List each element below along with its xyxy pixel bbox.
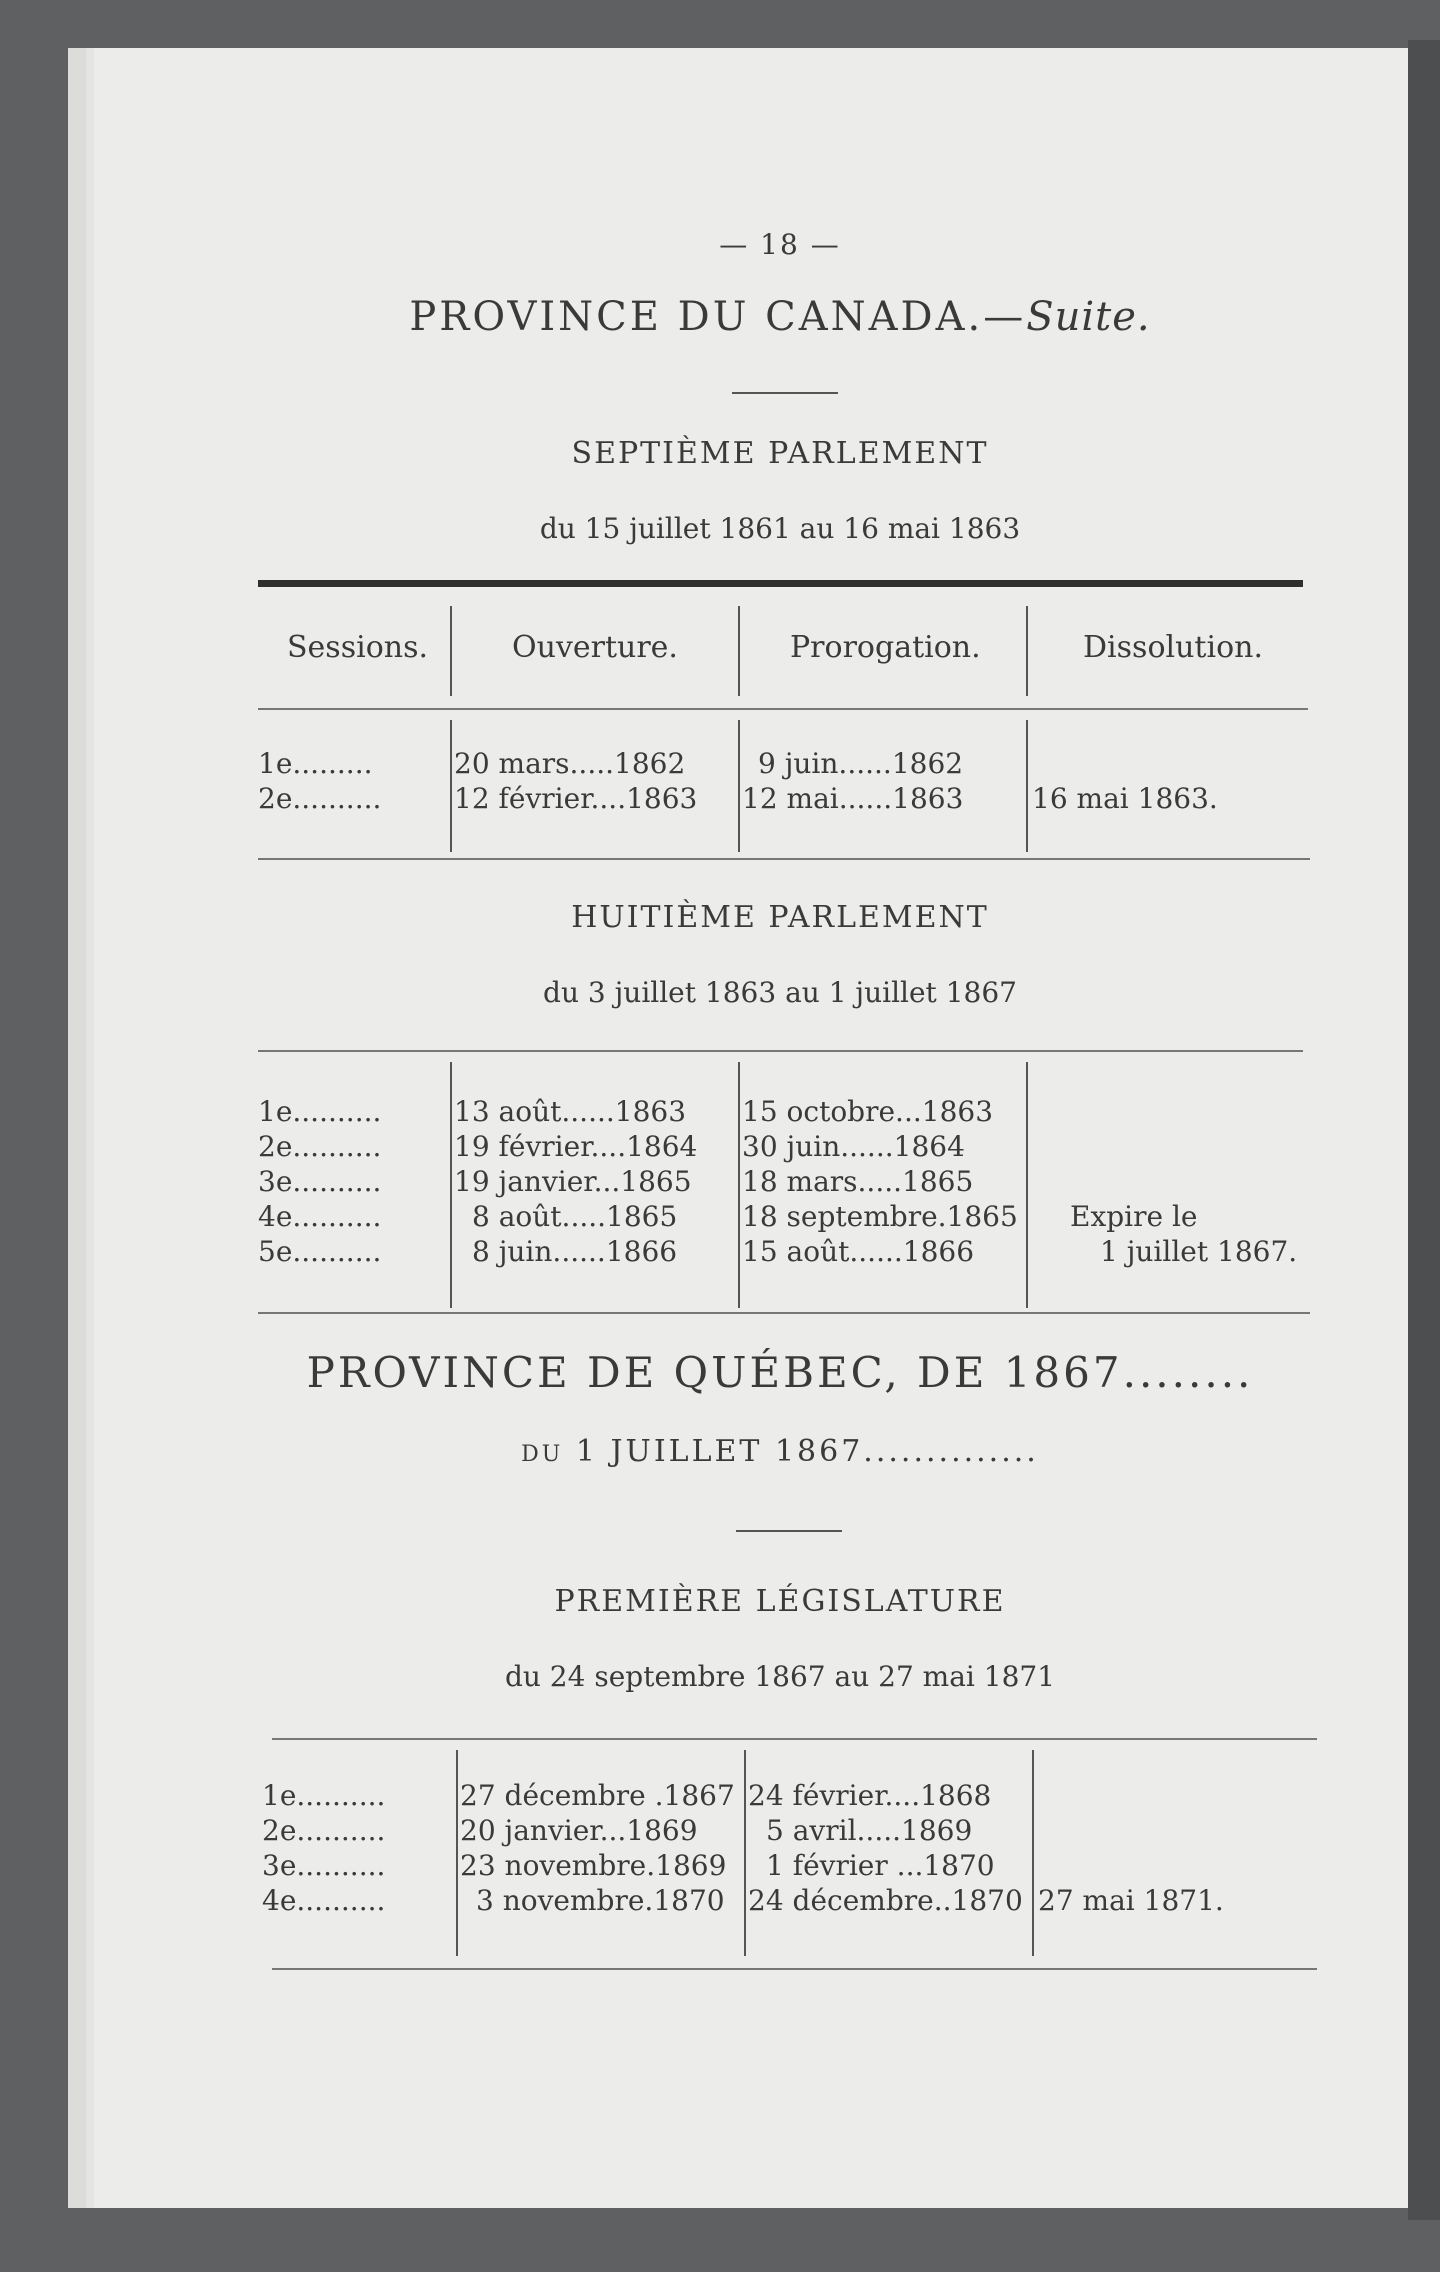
table-row-ouverture: 8 août.....1865 bbox=[472, 1200, 678, 1233]
header-ouverture: Ouverture. bbox=[512, 630, 678, 665]
table-row-prorogation: 15 octobre...1863 bbox=[742, 1095, 994, 1128]
table-row-ouverture: 13 août......1863 bbox=[454, 1095, 687, 1128]
table-row-prorogation: 15 août......1866 bbox=[742, 1235, 975, 1268]
legislature-dates: du 24 septembre 1867 au 27 mai 1871 bbox=[504, 1660, 1056, 1693]
table-row-prorogation: 24 décembre..1870 bbox=[748, 1884, 1023, 1917]
quebec-subtitle bbox=[0, 1434, 1440, 1469]
table-row-prorogation: 24 février....1868 bbox=[748, 1779, 992, 1812]
quebec-title: PROVINCE DE QUÉBEC, DE 1867........ bbox=[306, 1348, 1254, 1397]
table-row-session: 1e.......... bbox=[258, 1095, 382, 1128]
table-row-session: 1e.......... bbox=[262, 1779, 386, 1812]
header-dissolution: Dissolution. bbox=[1083, 630, 1263, 665]
table-row-ouverture: 3 novembre.1870 bbox=[476, 1884, 725, 1917]
table-row-dissolution: 27 mai 1871. bbox=[1038, 1884, 1224, 1917]
header-divider bbox=[1026, 606, 1028, 696]
page-edge bbox=[1408, 40, 1440, 2220]
huitieme-title: HUITIÈME PARLEMENT bbox=[571, 900, 989, 935]
table-row-prorogation: 5 avril.....1869 bbox=[766, 1814, 973, 1847]
table-row-prorogation: 18 mars.....1865 bbox=[742, 1165, 974, 1198]
header-divider bbox=[450, 606, 452, 696]
table-row-prorogation: 12 mai......1863 bbox=[742, 782, 964, 815]
page-number: — 18 — bbox=[719, 228, 841, 261]
quebec-subtitle-date: 1 JUILLET 1867.............. bbox=[575, 1434, 1039, 1469]
page-title-suffix: Suite. bbox=[1026, 294, 1151, 340]
table-row-prorogation: 18 septembre.1865 bbox=[742, 1200, 1018, 1233]
table-row-session: 2e.......... bbox=[258, 1130, 382, 1163]
table-row-ouverture: 23 novembre.1869 bbox=[460, 1849, 727, 1882]
table-row-prorogation: 30 juin......1864 bbox=[742, 1130, 965, 1163]
table-row-ouverture: 19 janvier...1865 bbox=[454, 1165, 692, 1198]
table-bottom-rule bbox=[258, 1312, 1310, 1314]
table-row-session: 1e......... bbox=[258, 747, 373, 780]
table-row-session: 2e.......... bbox=[262, 1814, 386, 1847]
table-top-rule bbox=[272, 1738, 1317, 1740]
table-row-session: 3e.......... bbox=[258, 1165, 382, 1198]
header-prorogation: Prorogation. bbox=[790, 630, 981, 665]
table-row-session: 2e.......... bbox=[258, 782, 382, 815]
page-title bbox=[0, 294, 1440, 340]
column-divider bbox=[1032, 1750, 1034, 1956]
column-divider bbox=[456, 1750, 458, 1956]
table-row-prorogation: 9 juin......1862 bbox=[758, 747, 964, 780]
table-row-prorogation: 1 février ...1870 bbox=[766, 1849, 995, 1882]
table-row-ouverture: 19 février....1864 bbox=[454, 1130, 698, 1163]
short-rule bbox=[732, 392, 838, 394]
table-row-ouverture: 20 janvier...1869 bbox=[460, 1814, 698, 1847]
septieme-dates: du 15 juillet 1861 au 16 mai 1863 bbox=[539, 512, 1021, 545]
table-top-rule bbox=[258, 1050, 1303, 1052]
dissolution-line-1: Expire le bbox=[1070, 1200, 1198, 1233]
quebec-subtitle-du: DU bbox=[521, 1442, 564, 1467]
septieme-title: SEPTIÈME PARLEMENT bbox=[571, 436, 989, 471]
table-bottom-rule bbox=[258, 858, 1310, 860]
table-row-ouverture: 20 mars.....1862 bbox=[454, 747, 686, 780]
column-divider bbox=[1026, 720, 1028, 852]
page-title-main: PROVINCE DU CANADA.— bbox=[409, 294, 1027, 340]
legislature-title: PREMIÈRE LÉGISLATURE bbox=[554, 1584, 1006, 1619]
huitieme-dates: du 3 juillet 1863 au 1 juillet 1867 bbox=[543, 976, 1017, 1009]
table-row-ouverture: 8 juin......1866 bbox=[472, 1235, 678, 1268]
column-divider bbox=[450, 720, 452, 852]
table-row-dissolution: 16 mai 1863. bbox=[1032, 782, 1218, 815]
header-sessions: Sessions. bbox=[287, 630, 429, 665]
column-divider bbox=[450, 1062, 452, 1308]
column-divider bbox=[1026, 1062, 1028, 1308]
table-row-ouverture: 27 décembre .1867 bbox=[460, 1779, 735, 1812]
table-row-ouverture: 12 février....1863 bbox=[454, 782, 698, 815]
short-rule bbox=[736, 1530, 842, 1532]
table-row-session: 3e.......... bbox=[262, 1849, 386, 1882]
table-bottom-rule bbox=[272, 1968, 1317, 1970]
table-top-rule bbox=[258, 580, 1303, 587]
header-rule bbox=[258, 708, 1308, 710]
table-row-session: 4e.......... bbox=[258, 1200, 382, 1233]
column-divider bbox=[738, 720, 740, 852]
column-divider bbox=[744, 1750, 746, 1956]
header-divider bbox=[738, 606, 740, 696]
table-row-session: 4e.......... bbox=[262, 1884, 386, 1917]
dissolution-line-2: 1 juillet 1867. bbox=[1100, 1235, 1298, 1268]
column-divider bbox=[738, 1062, 740, 1308]
table-row-session: 5e.......... bbox=[258, 1235, 382, 1268]
